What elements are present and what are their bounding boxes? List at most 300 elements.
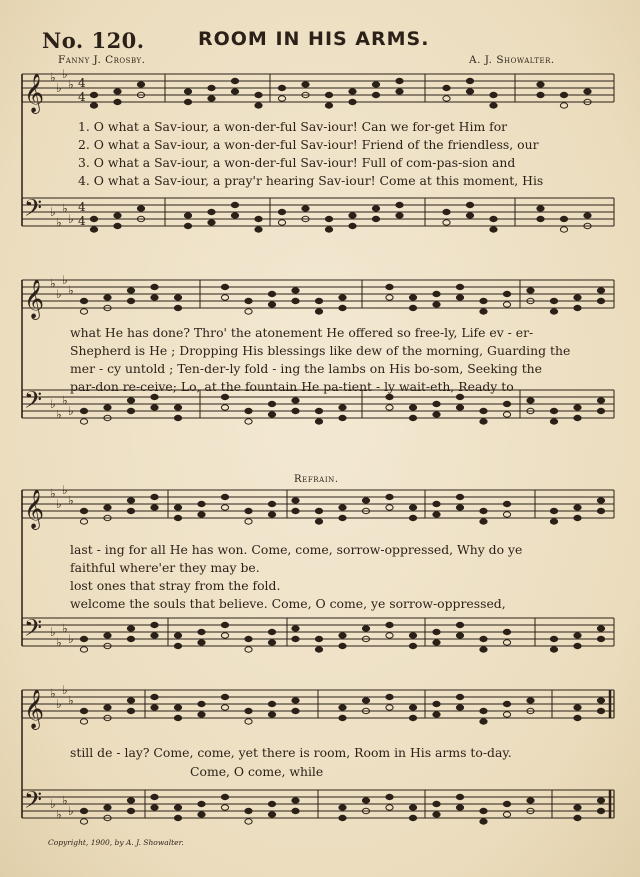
note-head <box>127 698 134 703</box>
flat-icon: ♭ <box>50 797 56 811</box>
note-head <box>114 99 121 104</box>
note-head <box>527 698 534 703</box>
note-head <box>315 309 322 314</box>
note-head <box>456 805 463 810</box>
note-head <box>456 505 463 510</box>
note-head <box>443 220 450 225</box>
flat-icon: ♭ <box>50 625 56 639</box>
note-head <box>503 302 510 307</box>
note-head <box>597 288 604 293</box>
flat-icon: ♭ <box>50 686 56 701</box>
note-head <box>349 213 356 218</box>
note-head <box>151 622 158 627</box>
verse-line: welcome the souls that believe. Come, O come, ye sorrow-oppressed, <box>70 596 506 611</box>
note-head <box>255 92 262 97</box>
bass-clef-icon: 𝄢 <box>24 786 43 819</box>
note-head <box>198 712 205 717</box>
note-head <box>268 512 275 517</box>
note-head <box>245 298 252 303</box>
note-head <box>372 206 379 211</box>
note-head <box>362 798 369 803</box>
note-head <box>302 206 309 211</box>
note-head <box>597 698 604 703</box>
note-head <box>245 508 252 513</box>
note-head <box>90 92 97 97</box>
note-head <box>221 794 228 799</box>
note-head <box>80 408 87 413</box>
note-head <box>503 812 510 817</box>
note-head <box>537 82 544 87</box>
note-head <box>268 401 275 406</box>
note-head <box>386 505 393 510</box>
note-head <box>386 794 393 799</box>
note-head <box>362 626 369 631</box>
note-head <box>174 405 181 410</box>
note-head <box>433 629 440 634</box>
note-head <box>597 636 604 641</box>
note-head <box>104 705 111 710</box>
note-head <box>268 302 275 307</box>
note-head <box>409 505 416 510</box>
note-head <box>339 405 346 410</box>
note-head <box>231 213 238 218</box>
flat-icon: ♭ <box>68 693 74 708</box>
note-head <box>550 408 557 413</box>
note-head <box>480 636 487 641</box>
time-signature: 4 <box>78 90 86 104</box>
note-head <box>245 636 252 641</box>
note-head <box>433 512 440 517</box>
note-head <box>278 85 285 90</box>
verse-line: 1. O what a Sav-iour, a won-der-ful Sav-iour! Can we for-get Him for <box>78 119 508 134</box>
note-head <box>90 103 97 108</box>
note-head <box>245 408 252 413</box>
note-head <box>503 412 510 417</box>
note-head <box>292 626 299 631</box>
note-head <box>480 647 487 652</box>
note-head <box>255 216 262 221</box>
note-head <box>574 633 581 638</box>
note-head <box>80 298 87 303</box>
note-head <box>208 220 215 225</box>
flat-icon: ♭ <box>68 804 74 818</box>
verse-line: lost ones that stray from the fold. <box>70 578 281 593</box>
note-head <box>268 412 275 417</box>
note-head <box>174 515 181 520</box>
note-head <box>537 216 544 221</box>
note-head <box>372 82 379 87</box>
note-head <box>396 202 403 207</box>
note-head <box>537 206 544 211</box>
note-head <box>245 819 252 824</box>
verse-line: Come, O come, while <box>190 764 324 779</box>
note-head <box>114 89 121 94</box>
note-head <box>349 99 356 104</box>
note-head <box>443 85 450 90</box>
note-head <box>409 633 416 638</box>
note-head <box>127 708 134 713</box>
note-head <box>560 103 567 108</box>
note-head <box>574 305 581 310</box>
flat-icon: ♭ <box>62 67 68 81</box>
note-head <box>198 640 205 645</box>
note-head <box>503 701 510 706</box>
note-head <box>221 622 228 627</box>
note-head <box>221 705 228 710</box>
note-head <box>255 227 262 232</box>
note-head <box>339 815 346 820</box>
flat-icon: ♭ <box>62 201 68 216</box>
note-head <box>174 705 181 710</box>
note-head <box>268 629 275 634</box>
flat-icon: ♭ <box>56 807 62 822</box>
note-head <box>480 309 487 314</box>
refrain-label: Refrain. <box>294 474 339 485</box>
verse-line: still de - lay? Come, come, yet there is room, Room in His arms to-day. <box>70 745 512 760</box>
time-signature: 4 <box>78 76 86 90</box>
verse-line: mer - cy untold ; Ten-der-ly fold - ing the lambs on His bo-som, Seeking the <box>70 361 542 376</box>
verse-line: what He has done? Thro' the atonement He offered so free-ly, Life ev - er- <box>70 325 534 340</box>
note-head <box>550 298 557 303</box>
note-head <box>315 647 322 652</box>
note-head <box>137 82 144 87</box>
note-head <box>127 798 134 803</box>
note-head <box>198 501 205 506</box>
note-head <box>278 220 285 225</box>
note-head <box>221 284 228 289</box>
note-head <box>597 498 604 503</box>
note-head <box>268 291 275 296</box>
note-head <box>127 626 134 631</box>
note-head <box>386 705 393 710</box>
note-head <box>315 408 322 413</box>
note-head <box>443 96 450 101</box>
note-head <box>386 394 393 399</box>
note-head <box>292 508 299 513</box>
note-head <box>137 206 144 211</box>
note-head <box>339 643 346 648</box>
note-head <box>315 636 322 641</box>
note-head <box>151 394 158 399</box>
time-signature: 4 <box>78 200 86 214</box>
note-head <box>174 643 181 648</box>
note-head <box>292 798 299 803</box>
flat-icon: ♭ <box>56 287 62 301</box>
note-head <box>174 305 181 310</box>
note-head <box>80 719 87 724</box>
lyricist-credit: Fanny J. Crosby. <box>58 54 146 66</box>
note-head <box>292 808 299 813</box>
note-head <box>503 291 510 296</box>
note-head <box>80 419 87 424</box>
note-head <box>221 295 228 300</box>
note-head <box>466 202 473 207</box>
note-head <box>151 505 158 510</box>
note-head <box>292 288 299 293</box>
note-head <box>574 805 581 810</box>
flat-icon: ♭ <box>62 683 68 697</box>
flat-icon: ♭ <box>56 215 62 230</box>
note-head <box>268 801 275 806</box>
note-head <box>268 701 275 706</box>
note-head <box>560 92 567 97</box>
note-head <box>80 508 87 513</box>
note-head <box>151 295 158 300</box>
note-head <box>574 643 581 648</box>
note-head <box>456 705 463 710</box>
note-head <box>292 708 299 713</box>
note-head <box>339 415 346 420</box>
note-head <box>255 103 262 108</box>
note-head <box>490 216 497 221</box>
note-head <box>409 305 416 310</box>
treble-clef-icon: 𝄞 <box>24 689 45 729</box>
flat-icon: ♭ <box>68 77 74 92</box>
note-head <box>127 636 134 641</box>
note-head <box>386 295 393 300</box>
note-head <box>245 309 252 314</box>
note-head <box>456 405 463 410</box>
note-head <box>208 85 215 90</box>
note-head <box>396 89 403 94</box>
note-head <box>480 708 487 713</box>
note-head <box>409 405 416 410</box>
note-head <box>221 694 228 699</box>
note-head <box>480 408 487 413</box>
note-head <box>127 288 134 293</box>
note-head <box>550 419 557 424</box>
note-head <box>597 398 604 403</box>
note-head <box>433 401 440 406</box>
note-head <box>292 398 299 403</box>
note-head <box>174 805 181 810</box>
note-head <box>574 815 581 820</box>
note-head <box>503 512 510 517</box>
note-head <box>268 501 275 506</box>
note-head <box>198 801 205 806</box>
note-head <box>339 515 346 520</box>
note-head <box>339 705 346 710</box>
flat-icon: ♭ <box>50 70 56 85</box>
note-head <box>433 291 440 296</box>
note-head <box>574 415 581 420</box>
note-head <box>597 508 604 513</box>
note-head <box>527 798 534 803</box>
note-head <box>325 103 332 108</box>
note-head <box>231 202 238 207</box>
flat-icon: ♭ <box>62 273 68 287</box>
note-head <box>245 419 252 424</box>
note-head <box>208 96 215 101</box>
note-head <box>503 401 510 406</box>
note-head <box>574 715 581 720</box>
note-head <box>574 505 581 510</box>
note-head <box>550 647 557 652</box>
note-head <box>104 405 111 410</box>
note-head <box>80 808 87 813</box>
note-head <box>503 501 510 506</box>
bass-clef-icon: 𝄢 <box>24 386 43 419</box>
note-head <box>409 805 416 810</box>
note-head <box>503 640 510 645</box>
flat-icon: ♭ <box>56 81 62 95</box>
note-head <box>245 519 252 524</box>
note-head <box>597 298 604 303</box>
composer-credit: A. J. Showalter. <box>469 54 555 66</box>
note-head <box>339 715 346 720</box>
note-head <box>80 309 87 314</box>
note-head <box>184 99 191 104</box>
note-head <box>466 213 473 218</box>
flat-icon: ♭ <box>68 493 74 508</box>
verse-line: last - ing for all He has won. Come, come, sorrow-oppressed, Why do ye <box>70 542 523 557</box>
note-head <box>174 715 181 720</box>
note-head <box>127 498 134 503</box>
note-head <box>372 216 379 221</box>
note-head <box>456 394 463 399</box>
bass-clef-icon: 𝄢 <box>24 614 43 647</box>
flat-icon: ♭ <box>62 483 68 497</box>
note-head <box>433 701 440 706</box>
note-head <box>597 708 604 713</box>
note-head <box>325 92 332 97</box>
note-head <box>198 629 205 634</box>
note-head <box>174 815 181 820</box>
copyright-notice: Copyright, 1900, by A. J. Showalter. <box>48 838 184 847</box>
note-head <box>433 812 440 817</box>
note-head <box>409 643 416 648</box>
note-head <box>268 640 275 645</box>
note-head <box>174 295 181 300</box>
note-head <box>409 415 416 420</box>
note-head <box>503 801 510 806</box>
note-head <box>104 295 111 300</box>
treble-clef-icon: 𝄞 <box>24 279 45 319</box>
note-head <box>550 519 557 524</box>
note-head <box>127 298 134 303</box>
note-head <box>221 633 228 638</box>
note-head <box>386 284 393 289</box>
note-head <box>221 494 228 499</box>
note-head <box>104 805 111 810</box>
note-head <box>597 808 604 813</box>
note-head <box>386 694 393 699</box>
note-head <box>574 405 581 410</box>
note-head <box>597 408 604 413</box>
note-head <box>198 701 205 706</box>
note-head <box>480 719 487 724</box>
note-head <box>104 505 111 510</box>
note-head <box>574 295 581 300</box>
note-head <box>362 498 369 503</box>
note-head <box>396 78 403 83</box>
note-head <box>560 216 567 221</box>
note-head <box>386 405 393 410</box>
note-head <box>80 708 87 713</box>
note-head <box>480 808 487 813</box>
note-head <box>151 705 158 710</box>
note-head <box>231 89 238 94</box>
note-head <box>339 633 346 638</box>
note-head <box>151 494 158 499</box>
note-head <box>339 505 346 510</box>
note-head <box>490 227 497 232</box>
flat-icon: ♭ <box>50 276 56 291</box>
verse-line: 3. O what a Sav-iour, a won-der-ful Sav-iour! Full of com-pas-sion and <box>78 155 516 170</box>
flat-icon: ♭ <box>50 205 56 219</box>
note-head <box>127 408 134 413</box>
note-head <box>104 633 111 638</box>
flat-icon: ♭ <box>56 697 62 711</box>
note-head <box>433 712 440 717</box>
note-head <box>292 698 299 703</box>
note-head <box>480 419 487 424</box>
note-head <box>245 708 252 713</box>
note-head <box>433 801 440 806</box>
note-head <box>372 92 379 97</box>
note-head <box>221 505 228 510</box>
note-head <box>503 712 510 717</box>
verse-line: par-don re-ceive; Lo, at the fountain He pa-tient - ly wait-eth, Ready to <box>70 379 514 394</box>
note-head <box>456 794 463 799</box>
note-head <box>550 636 557 641</box>
note-head <box>349 89 356 94</box>
verse-line: 2. O what a Sav-iour, a won-der-ful Sav-iour! Friend of the friendless, our <box>78 137 539 152</box>
note-head <box>127 508 134 513</box>
note-head <box>409 515 416 520</box>
note-head <box>245 719 252 724</box>
note-head <box>396 213 403 218</box>
note-head <box>292 498 299 503</box>
note-head <box>174 633 181 638</box>
note-head <box>443 209 450 214</box>
flat-icon: ♭ <box>68 404 74 418</box>
flat-icon: ♭ <box>68 283 74 298</box>
flat-icon: ♭ <box>56 497 62 511</box>
flat-icon: ♭ <box>62 793 68 808</box>
treble-clef-icon: 𝄞 <box>24 489 45 529</box>
hymn-number: No. 120. <box>42 28 145 53</box>
flat-icon: ♭ <box>56 635 62 650</box>
note-head <box>456 494 463 499</box>
note-head <box>184 213 191 218</box>
note-head <box>80 636 87 641</box>
note-head <box>292 298 299 303</box>
note-head <box>527 398 534 403</box>
note-head <box>574 515 581 520</box>
note-head <box>278 209 285 214</box>
flat-icon: ♭ <box>68 212 74 226</box>
note-head <box>537 92 544 97</box>
hymn-title: ROOM IN HIS ARMS. <box>198 28 430 50</box>
note-head <box>527 288 534 293</box>
note-head <box>456 694 463 699</box>
note-head <box>490 92 497 97</box>
note-head <box>184 223 191 228</box>
note-head <box>114 223 121 228</box>
note-head <box>456 295 463 300</box>
note-head <box>151 694 158 699</box>
note-head <box>597 798 604 803</box>
note-head <box>339 805 346 810</box>
note-head <box>480 508 487 513</box>
note-head <box>80 819 87 824</box>
note-head <box>409 815 416 820</box>
note-head <box>278 96 285 101</box>
note-head <box>198 812 205 817</box>
note-head <box>80 519 87 524</box>
note-head <box>466 89 473 94</box>
